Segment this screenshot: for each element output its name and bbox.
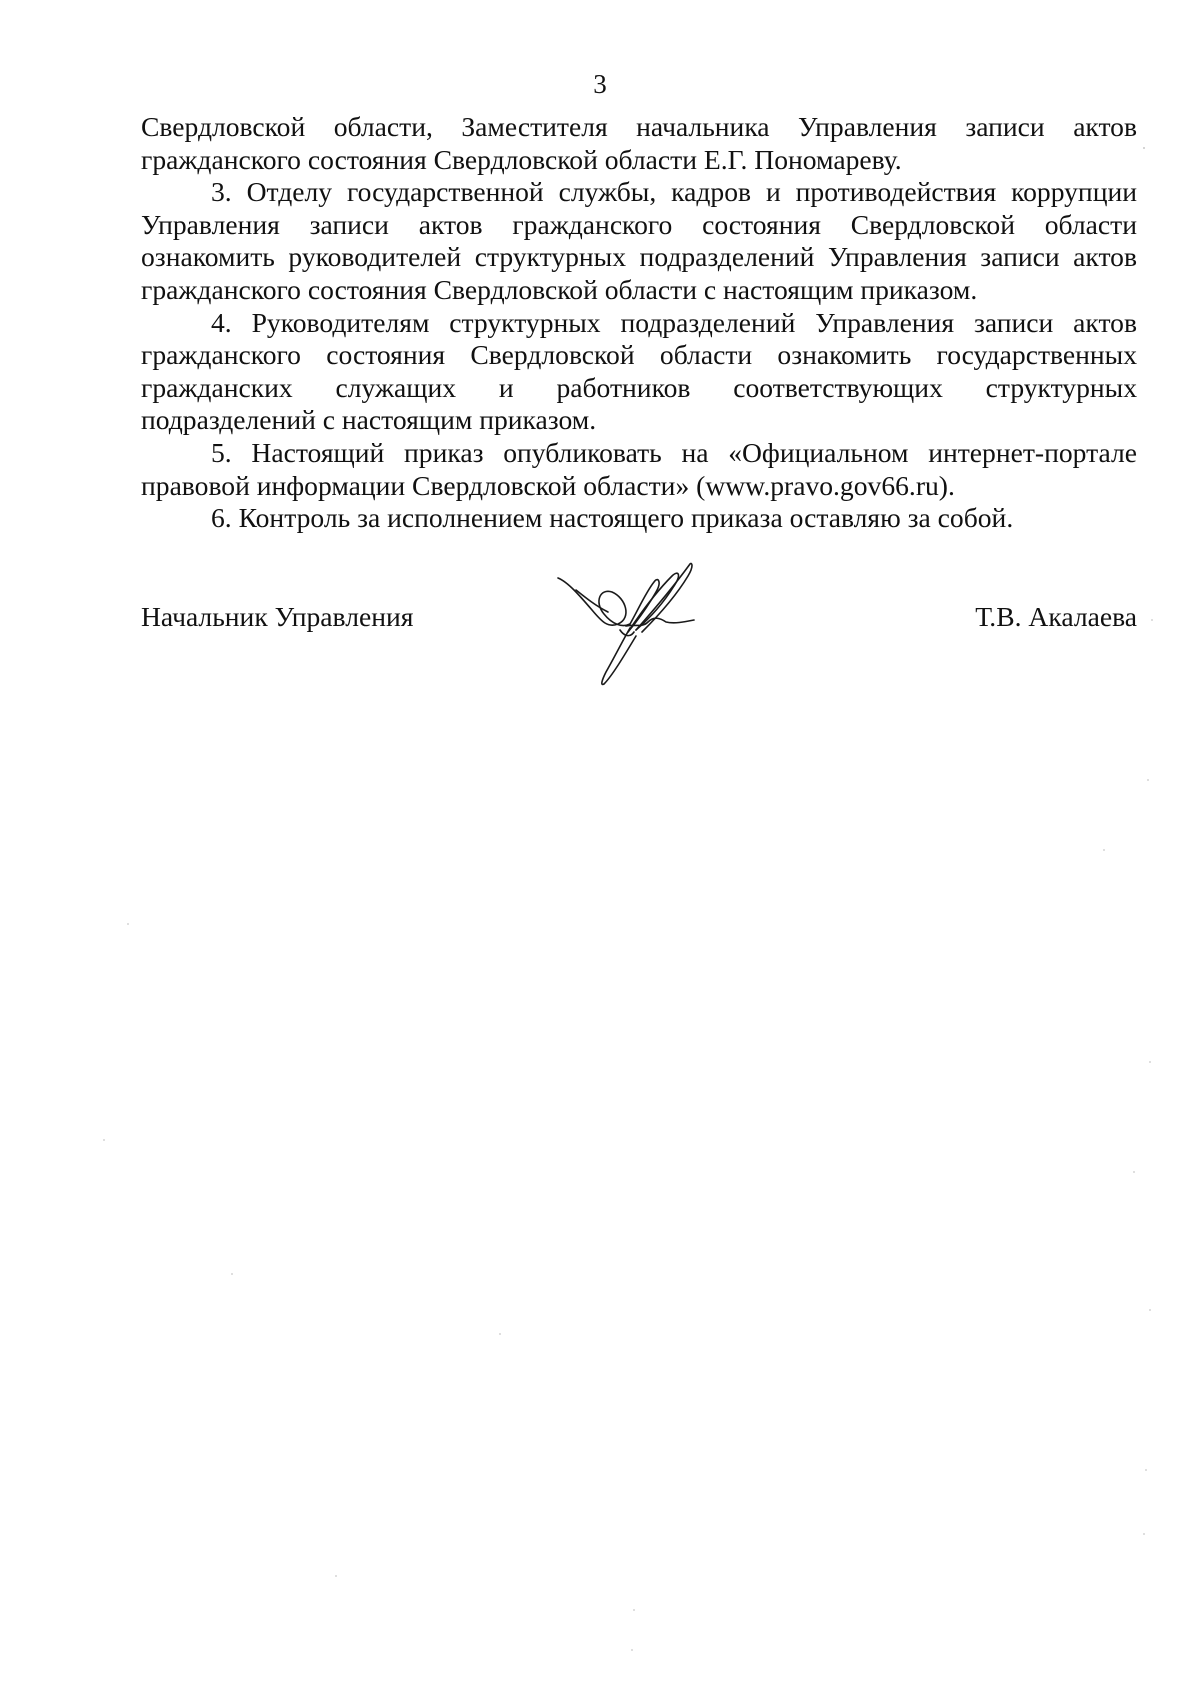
paragraph-item-4: 4. Руководителям структурных подразделений Управления записи актов гражданского состояния Свердловской области ознакомить государственных гражданских служащих и работников соответствующих структурных подразделений с настоящим приказом.	[141, 306, 1137, 436]
paragraph-item-5: 5. Настоящий приказ опубликовать на «Официальном интернет-портале правовой информации Свердловской области» (www.pravo.gov66.ru).	[141, 436, 1137, 501]
page-number: 3	[593, 69, 607, 99]
paragraph-continuation: Свердловской области, Заместителя начальника Управления записи актов гражданского состояния Свердловской области Е.Г. Пономареву.	[141, 111, 1137, 175]
signatory-name: Т.В. Акалаева	[975, 601, 1137, 632]
paragraph-item-3: 3. Отделу государственной службы, кадров и противодействия коррупции Управления записи актов гражданского состояния Свердловской области ознакомить руководителей структурных подразделений Управления записи актов гражданского состояния Свердловской области с настоящим приказом.	[141, 176, 1137, 305]
paragraph-item-6: 6. Контроль за исполнением настоящего приказа оставляю за собой.	[211, 502, 1014, 534]
document-body	[141, 111, 1137, 535]
handwritten-signature	[556, 562, 702, 686]
signatory-title: Начальник Управления	[141, 601, 414, 632]
